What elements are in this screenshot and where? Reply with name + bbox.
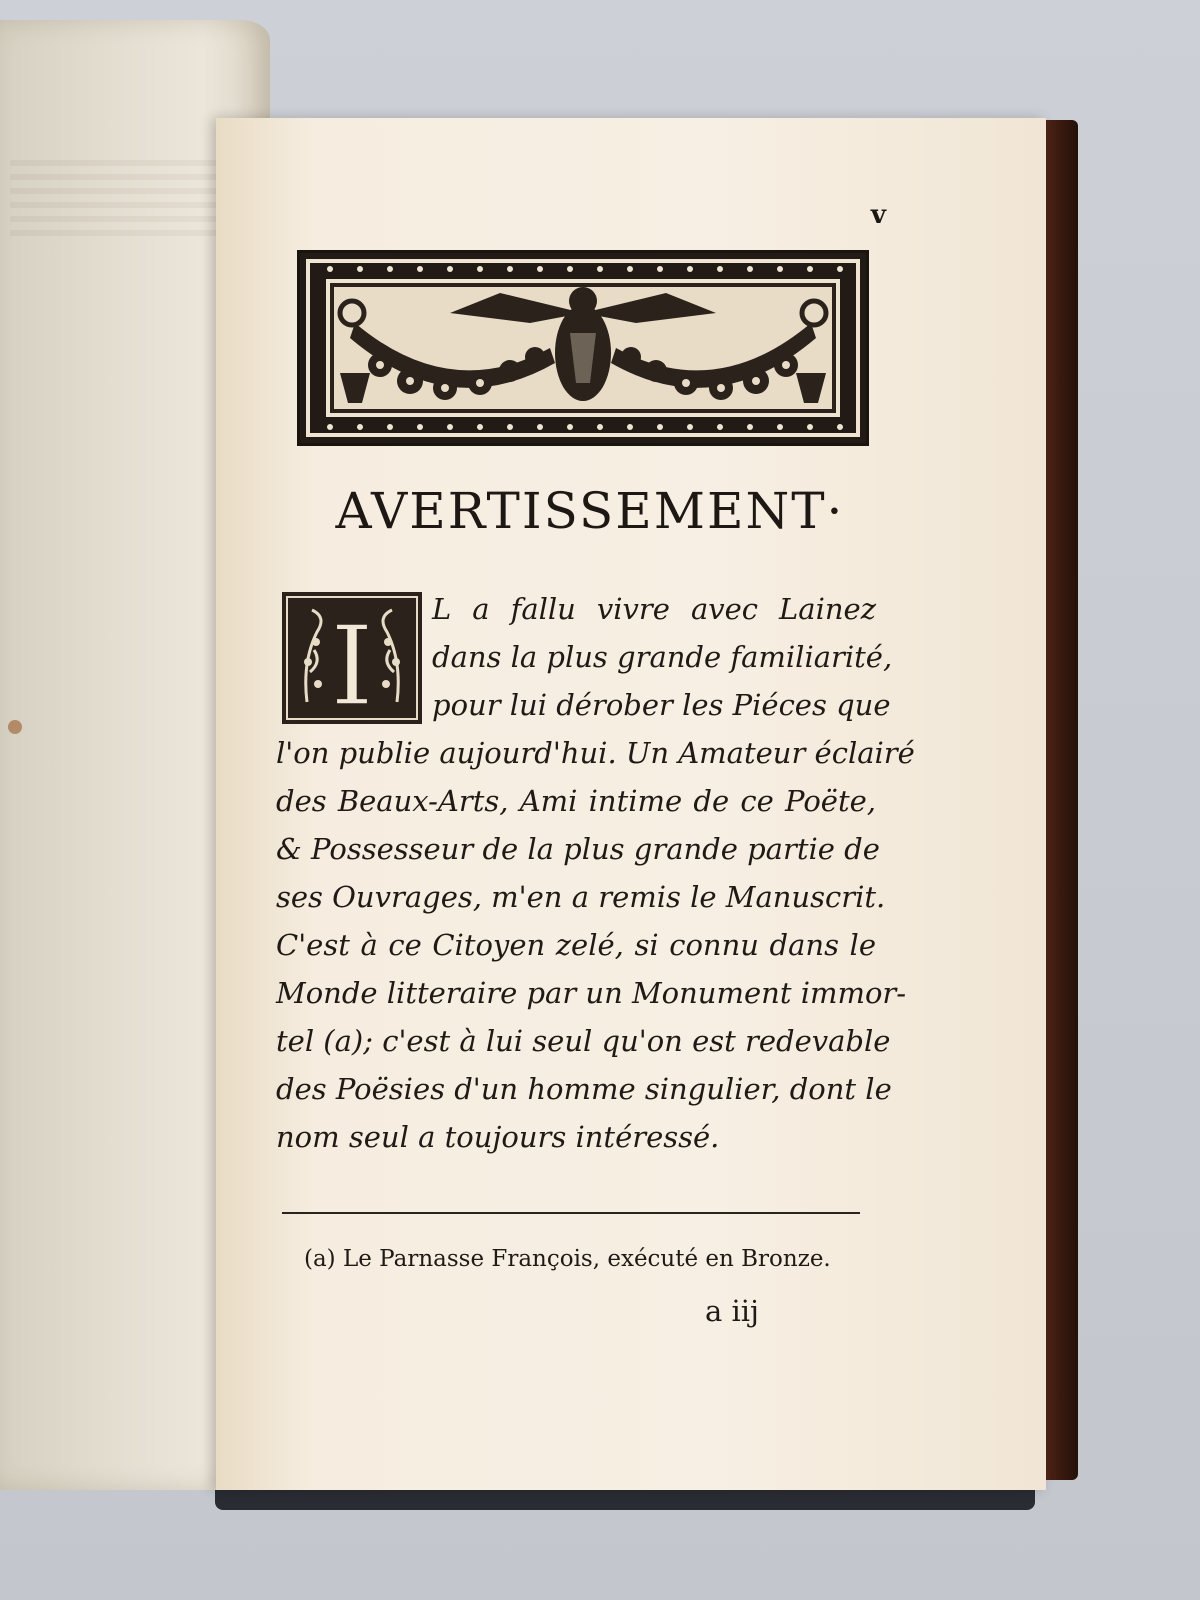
- body-line: dans la plus grande familiarité,: [432, 640, 893, 674]
- headpiece-ornament-icon: [297, 250, 869, 446]
- body-line: C'est à ce Citoyen zelé, si connu dans le: [276, 928, 876, 962]
- page-title: AVERTISSEMENT·: [335, 482, 845, 540]
- footnote: (a) Le Parnasse François, exécuté en Bronze.: [304, 1246, 831, 1272]
- body-line: des Poësies d'un homme singulier, dont le: [276, 1072, 892, 1106]
- signature-mark: a iij: [705, 1294, 760, 1328]
- body-text: [276, 585, 915, 1161]
- show-through-text: [10, 160, 240, 240]
- body-line: des Beaux-Arts, Ami intime de ce Poëte,: [276, 784, 876, 818]
- dropcap-letter: I: [330, 602, 374, 724]
- foxing-spot: [8, 720, 22, 734]
- body-line: & Possesseur de la plus grande partie de: [276, 832, 880, 866]
- body-line: ses Ouvrages, m'en a remis le Manuscrit.: [276, 880, 886, 914]
- body-line: nom seul a toujours intéressé.: [276, 1120, 720, 1154]
- page-number: v: [870, 200, 886, 230]
- book-bottom-edge: [215, 1490, 1035, 1510]
- footnote-rule: [282, 1212, 860, 1214]
- body-line: tel (a); c'est à lui seul qu'on est redevable: [276, 1024, 891, 1058]
- body-line: pour lui dérober les Piéces que: [432, 688, 891, 722]
- body-line: L a fallu vivre avec Lainez: [432, 592, 876, 626]
- body-line: Monde litteraire par un Monument immor-: [276, 976, 907, 1010]
- body-line: l'on publie aujourd'hui. Un Amateur éclairé: [276, 736, 915, 770]
